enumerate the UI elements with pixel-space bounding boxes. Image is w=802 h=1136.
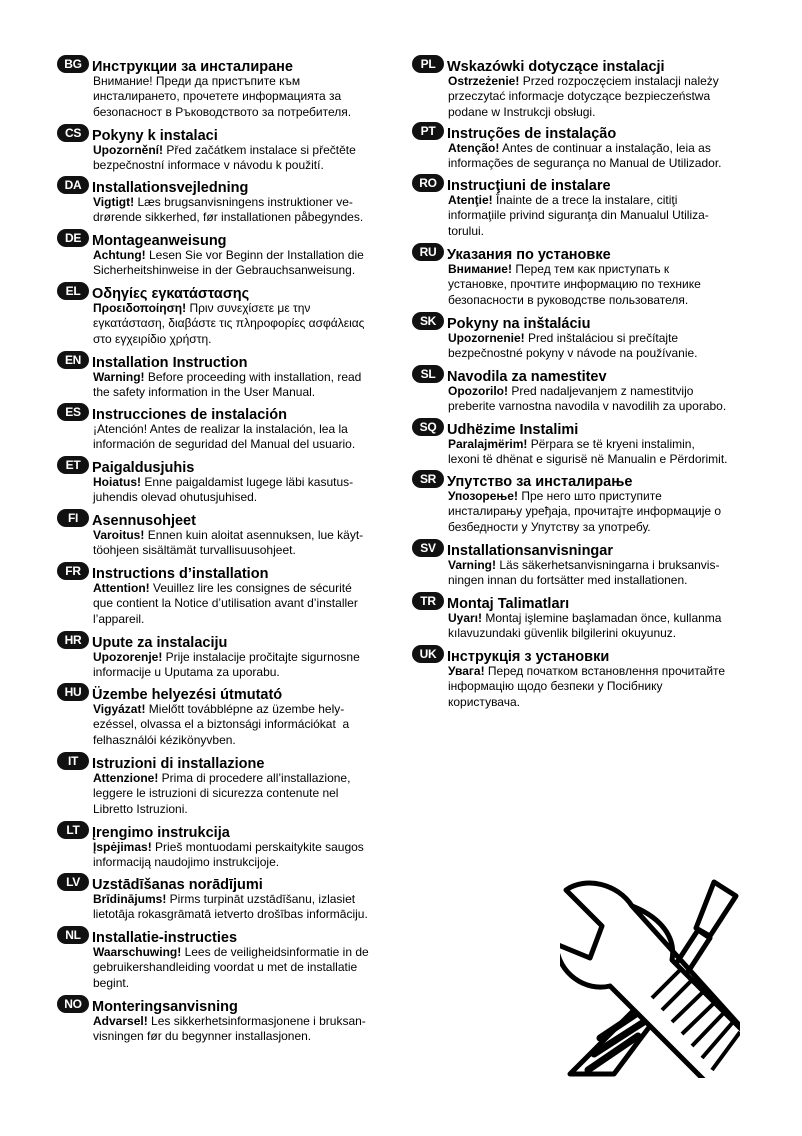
entry-header [412,312,752,334]
body-text: Înainte de a trece la instalare, citiţi [492,193,678,207]
entry-header [57,926,391,948]
body-line [448,679,752,694]
body-line [93,1029,391,1044]
language-badge: LV [57,873,89,891]
entry-header [57,509,391,531]
body-text: інформацію щодо безпеки у Посібнику [448,679,663,694]
warning-label: Varning! [448,558,497,572]
warning-label: Waarschuwing! [93,945,182,959]
language-badge: SR [412,470,444,488]
instruction-entry-pt [412,122,752,172]
warning-label: Упозорење! [448,489,518,503]
instruction-entry-fr [57,562,391,627]
instruction-entry-tr [412,592,752,642]
warning-label: Brīdinājums! [93,892,167,906]
body-line [448,346,752,361]
instruction-entry-de [57,229,391,279]
body-text: Libretto Istruzioni. [93,801,188,816]
body-text: informaciją naudojimo instrukcijoje. [93,855,280,870]
body-text: Перед початком встановлення прочитайте [484,664,726,678]
body-text: Lees de veiligheidsinformatie in de [181,945,369,959]
warning-label: Įspėjimas! [93,840,152,854]
instruction-entry-lt [57,821,391,871]
instruction-entry-sk [412,312,752,362]
instruction-entry-uk [412,645,752,710]
body-line [93,263,391,278]
instruction-entry-lv [57,873,391,923]
entry-body [93,422,391,453]
body-text: безопасност в Ръководството за потребителя. [93,104,352,119]
entry-body [93,370,391,401]
body-text: Внимание! Преди да пристъпите към [93,74,301,88]
instruction-entry-pl [412,55,752,120]
body-text: bezpečnostné pokyny v návode na používanie. [448,346,698,361]
entry-title: Pokyny k instalaci [92,128,218,144]
body-line [448,504,752,519]
body-text: Përpara se të kryeni instalimin, [527,437,695,451]
body-line [448,695,752,710]
entry-body [93,892,391,923]
entry-title: Указания по установке [447,247,611,263]
language-badge: CS [57,124,89,142]
body-line [93,855,391,870]
body-line [448,626,752,641]
warning-label: Warning! [93,370,145,384]
body-line [448,105,752,120]
entry-title: Інструкція з установки [447,649,610,665]
body-line [448,520,752,535]
entry-header [57,752,391,774]
entry-header [57,873,391,895]
body-line [448,293,752,308]
body-line [448,156,752,171]
instruction-entry-hr [57,631,391,681]
body-text: l’appareil. [93,611,145,626]
entry-title: Instructions d’installation [92,566,269,582]
instruction-entry-nl [57,926,391,991]
warning-label: Hoiatus! [93,475,141,489]
warning-label: Varoitus! [93,528,145,542]
body-text: Montaj işlemine başlamadan önce, kullanma [482,611,722,625]
language-badge: HU [57,683,89,701]
entry-body [448,141,752,172]
body-text: informaţiile privind siguranţa din Manualul Utiliza- [448,208,709,223]
entry-body [93,840,391,871]
body-text: the safety information in the User Manual. [93,385,316,400]
body-text: Antes de continuar a instalação, leia as [499,141,711,155]
body-text: Πριν συνεχίσετε με την [186,301,311,315]
body-line [93,733,391,748]
body-text: Pred nadaljevanjem z namestitvijo [508,384,694,398]
entry-header [412,122,752,144]
entry-title: Üzembe helyezési útmutató [92,687,283,703]
entry-header [57,995,391,1017]
body-line [93,490,391,505]
entry-title: Installationsvejledning [92,180,249,196]
body-text: que contient la Notice d’utilisation avant d’installer [93,596,358,611]
body-line [93,158,391,173]
body-text: visningen før du begynner installasjonen. [93,1029,312,1044]
body-text: инсталирането, прочетете информацията за [93,89,342,104]
body-text: Prije instalacije pročitajte sigurnosne [162,650,360,664]
entry-body [448,437,752,468]
instruction-entry-sr [412,470,752,535]
entry-header [57,282,391,304]
language-badge: SL [412,365,444,383]
body-text: preberite varnostna navodila v navodilih za uporabo. [448,399,727,414]
language-badge: NL [57,926,89,944]
entry-title: Wskazówki dotyczące instalacji [447,59,665,75]
body-text: podane w Instrukcji obsługi. [448,104,596,119]
warning-label: Atenţie! [448,193,493,207]
body-text: Mielőtt továbblépne az üzembe hely- [145,702,345,716]
body-line [93,105,391,120]
entry-body [448,489,752,535]
body-line [93,316,391,331]
entry-title: Instrucciones de instalación [92,407,287,423]
body-text: leggere le istruzioni di sicurezza contenute nel [93,786,339,801]
body-text: Prieš montuodami perskaitykite saugos [151,840,364,854]
body-text: Læs brugsanvisningens instruktioner ve- [134,195,353,209]
body-text: Пре него што приступите [517,489,662,503]
entry-body [93,195,391,226]
body-line [93,332,391,347]
body-text: lexoni të dhënat e sigurisë në Manualin e Përdorimit. [448,452,728,467]
body-line [448,89,752,104]
entry-title: Istruzioni di installazione [92,756,265,772]
instruction-entry-sv [412,539,752,589]
language-badge: RU [412,243,444,261]
warning-label: Upozornenie! [448,331,525,345]
entry-header [57,55,391,77]
body-text: користувача. [448,694,520,709]
entry-title: Uzstādīšanas norādījumi [92,877,263,893]
language-badge: SK [412,312,444,330]
warning-label: Advarsel! [93,1014,148,1028]
entry-title: Installation Instruction [92,355,248,371]
entry-title: Instruções de instalação [447,126,617,142]
entry-body [448,384,752,415]
warning-label: Vigtigt! [93,195,135,209]
entry-header [412,470,752,492]
body-line [93,596,391,611]
warning-label: Opozorilo! [448,384,508,398]
body-text: ezéssel, olvassa el a biztonsági információkat a [93,717,350,732]
body-text: gebruikershandleiding voordat u met de installatie [93,960,358,975]
body-text: ningen innan du fortsätter med installationen. [448,573,688,588]
instruction-entry-ro [412,174,752,239]
body-text: Prima di procedere all’installazione, [158,771,351,785]
language-badge: PL [412,55,444,73]
warning-label: Attention! [93,581,150,595]
body-text: Pred inštaláciou si prečítajte [524,331,679,345]
entry-body [448,74,752,120]
entry-header [57,124,391,146]
entry-title: Asennusohjeet [92,513,196,529]
entry-body [93,475,391,506]
entry-header [412,592,752,614]
warning-label: Upozorenje! [93,650,163,664]
entry-title: Monteringsanvisning [92,999,238,1015]
instruction-entry-cs [57,124,391,174]
instruction-entry-en [57,351,391,401]
entry-body [448,262,752,308]
warning-label: Attenzione! [93,771,159,785]
instruction-entry-da [57,176,391,226]
entry-body [93,74,391,120]
body-text: töohjeen sisältämät turvallisuusohjeet. [93,543,296,558]
body-text: στο εγχειρίδιο χρήστη. [93,331,212,346]
entry-header [412,365,752,387]
body-text: безбедности у Упутству за употребу. [448,519,651,534]
entry-header [412,539,752,561]
body-text: Before proceeding with installation, read [144,370,362,384]
instruction-entry-sl [412,365,752,415]
entry-header [57,456,391,478]
body-line [93,437,391,452]
entry-title: Montaj Talimatları [447,596,570,612]
entry-header [412,243,752,265]
entry-header [412,174,752,196]
body-line [93,976,391,991]
language-badge: RO [412,174,444,192]
warning-label: Ostrzeżenie! [448,74,520,88]
body-text: lietotāja rokasgrāmatā ietverto drošības informāciju. [93,907,368,922]
body-text: безопасности в руководстве пользователя. [448,292,689,307]
body-text: begint. [93,975,130,990]
entry-header [57,631,391,653]
body-text: Ennen kuin aloitat asennuksen, lue käyt- [144,528,364,542]
entry-body [93,581,391,627]
entry-body [93,248,391,279]
body-line [93,385,391,400]
entry-body [93,945,391,991]
warning-label: Увага! [448,664,485,678]
language-badge: UK [412,645,444,663]
entry-body [448,193,752,239]
entry-body [93,301,391,347]
body-line [93,802,391,817]
body-text: información de seguridad del Manual del usuario. [93,437,356,452]
body-line [93,612,391,627]
language-badge: TR [412,592,444,610]
body-text: torului. [448,223,485,238]
body-text: ¡Atención! Antes de realizar la instalación, lea la [93,422,348,436]
body-text: Enne paigaldamist lugege läbi kasutus- [141,475,354,489]
body-text: Läs säkerhetsanvisningarna i bruksanvis- [496,558,720,572]
instruction-entry-it [57,752,391,817]
body-text: Przed rozpoczęciem instalacji należy [519,74,719,88]
warning-label: Προειδοποίηση! [93,301,187,315]
language-badge: ES [57,403,89,421]
language-badge: BG [57,55,89,73]
body-line [448,224,752,239]
body-line [448,573,752,588]
instruction-entry-et [57,456,391,506]
body-text: εγκατάσταση, διαβάστε τις πληροφορίες ασφάλειας [93,316,365,331]
entry-header [57,351,391,373]
entry-body [448,331,752,362]
entry-title: Installatie-instructies [92,930,238,946]
instruction-entry-fi [57,509,391,559]
entry-header [57,821,391,843]
entry-body [93,1014,391,1045]
instruction-entry-sq [412,418,752,468]
entry-body [93,702,391,748]
body-line [93,210,391,225]
body-line [93,543,391,558]
language-badge: ET [57,456,89,474]
entry-title: Įrengimo instrukcija [92,825,230,841]
instruction-entry-el [57,282,391,347]
entry-body [93,143,391,174]
warning-label: Atenção! [448,141,500,155]
entry-title: Pokyny na inštaláciu [447,316,591,332]
body-text: Les sikkerhetsinformasjonene i bruksan- [147,1014,366,1028]
entry-body [93,528,391,559]
body-text: juhendis olevad ohutusjuhised. [93,490,258,505]
entry-header [57,403,391,425]
language-badge: SQ [412,418,444,436]
body-text: Veuillez lire les consignes de sécurité [149,581,352,595]
warning-label: Uyarı! [448,611,483,625]
language-badge: FR [57,562,89,580]
entry-body [448,558,752,589]
body-line [93,717,391,732]
entry-header [57,176,391,198]
body-text: felhasználói kézikönyvben. [93,732,236,747]
language-badge: SV [412,539,444,557]
language-badge: EL [57,282,89,300]
body-text: informacije u Uputama za uporabu. [93,665,280,680]
warning-label: Paralajmërim! [448,437,528,451]
body-text: Lesen Sie vor Beginn der Installation die [145,248,364,262]
body-text: kılavuzundaki güvenlik bilgilerini okuyunuz. [448,626,677,641]
body-line [448,452,752,467]
wrench-screwdriver-icon [560,878,740,1078]
warning-label: Vigyázat! [93,702,146,716]
body-text: Před začátkem instalace si přečtěte [163,143,356,157]
entry-title: Instrucţiuni de instalare [447,178,611,194]
language-badge: FI [57,509,89,527]
language-badge: NO [57,995,89,1013]
entry-title: Упутство за инсталирање [447,474,633,490]
entry-header [57,562,391,584]
body-line [448,399,752,414]
warning-label: Внимание! [448,262,512,276]
entry-title: Montageanweisung [92,233,227,249]
language-badge: DA [57,176,89,194]
language-badge: PT [412,122,444,140]
body-line [93,960,391,975]
entry-title: Οδηγίες εγκατάστασης [92,286,250,302]
language-badge: IT [57,752,89,770]
warning-label: Achtung! [93,248,146,262]
entry-title: Инструкции за инсталиране [92,59,293,75]
body-text: bezpečnostní informace v návodu k použití. [93,158,324,173]
entry-header [412,645,752,667]
body-line [93,907,391,922]
body-line [93,665,391,680]
warning-label: Upozornění! [93,143,163,157]
entry-title: Navodila za namestitev [447,369,607,385]
body-text: przeczytać informacje dotyczące bezpieczeństwa [448,89,711,104]
body-line [93,786,391,801]
instruction-entry-hu [57,683,391,748]
instruction-entry-bg [57,55,391,120]
entry-body [448,611,752,642]
instruction-entry-no [57,995,391,1045]
body-text: informações de segurança no Manual de Utilizador. [448,156,722,171]
body-line [93,89,391,104]
entry-header [57,683,391,705]
body-text: drørende sikkerhed, før installationen påbegyndes. [93,210,364,225]
body-text: инсталирању уређаја, прочитајте информације о [448,504,722,519]
language-badge: HR [57,631,89,649]
body-text: Перед тем как приступать к [511,262,670,276]
body-line [448,208,752,223]
language-badge: DE [57,229,89,247]
body-line [448,277,752,292]
entry-body [448,664,752,710]
entry-header [412,418,752,440]
entry-title: Installationsanvisningar [447,543,613,559]
entry-body [93,650,391,681]
entry-body [93,771,391,817]
instruction-entry-es [57,403,391,453]
entry-title: Upute za instalaciju [92,635,228,651]
entry-header [412,55,752,77]
body-text: Sicherheitshinweise in der Gebrauchsanweisung. [93,263,356,278]
language-badge: LT [57,821,89,839]
language-badge: EN [57,351,89,369]
body-text: Pirms turpināt uzstādīšanu, izlasiet [166,892,356,906]
instruction-entry-ru [412,243,752,308]
entry-header [57,229,391,251]
entry-title: Paigaldusjuhis [92,460,195,476]
body-text: установке, прочтите информацию по технике [448,277,701,292]
entry-title: Udhëzime Instalimi [447,422,579,438]
